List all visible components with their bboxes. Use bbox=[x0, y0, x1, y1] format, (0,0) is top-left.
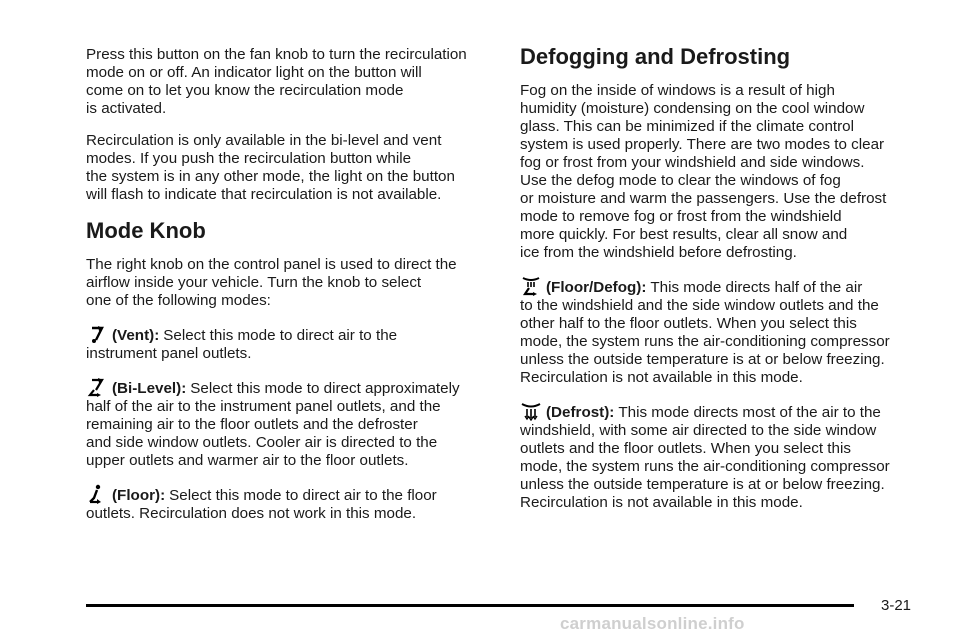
floor-defog-mode-paragraph bbox=[520, 276, 920, 387]
floor-icon bbox=[86, 484, 108, 504]
floor-mode-text: Select this mode to direct air to the floor outlets. Recirculation does not work in this mode. bbox=[86, 487, 437, 522]
floor-defog-mode-term: (Floor/Defog): bbox=[546, 279, 647, 296]
defogging-intro: Fog on the inside of windows is a result of high humidity (moisture) condensing on the cool window glass. This can be minimized if the climate control system is used properly. There are two modes to clear fog or frost from your windshield and side windows. Use the defog mode to clear the windows of fog or moisture and warm the passengers. Use the defrost mode to remove fog or frost from the windshield more quickly. For best results, clear all snow and ice from the windshield before defrosting. bbox=[520, 82, 887, 261]
page-number: 3-21 bbox=[881, 597, 912, 614]
mode-knob-heading: Mode Knob bbox=[86, 218, 206, 243]
mode-knob-intro: The right knob on the control panel is used to direct the airflow inside your vehicle. Turn the knob to select one of the following modes: bbox=[86, 256, 457, 309]
defrost-mode-text: This mode directs most of the air to the windshield, with some air directed to the side window outlets and the floor outlets. When you select this mode, the system runs the air-conditioning compressor unless the outside temperature is at or below freezing. Recirculation is not available in this mode. bbox=[520, 404, 890, 511]
floor-mode-paragraph bbox=[86, 484, 496, 523]
defrost-icon bbox=[520, 401, 542, 421]
defrost-mode-term: (Defrost): bbox=[546, 404, 615, 421]
watermark: carmanualsonline.info bbox=[560, 614, 745, 633]
defogging-heading: Defogging and Defrosting bbox=[520, 44, 791, 69]
vent-mode-paragraph bbox=[86, 324, 496, 363]
bi-level-icon bbox=[86, 377, 108, 397]
footer-rule bbox=[86, 604, 854, 607]
right-column bbox=[520, 44, 920, 526]
recirculation-paragraph-2: Recirculation is only available in the bi-level and vent modes. If you push the recirculation button while the system is in any other mode, the light on the button will flash to indicate that recirculation is not available. bbox=[86, 132, 455, 203]
vent-icon bbox=[86, 324, 108, 344]
floor-defog-icon bbox=[520, 276, 542, 296]
bi-level-mode-text: Select this mode to direct approximately half of the air to the instrument panel outlets, and the remaining air to the floor outlets and the defroster and side window outlets. Cooler air is directed to the upper outlets and warmer air to the floor outlets. bbox=[86, 380, 460, 469]
vent-mode-text: Select this mode to direct air to the instrument panel outlets. bbox=[86, 327, 398, 362]
recirculation-paragraph-1: Press this button on the fan knob to turn the recirculation mode on or off. An indicator light on the button will come on to let you know the recirculation mode is activated. bbox=[86, 46, 467, 117]
left-column bbox=[86, 46, 496, 537]
floor-mode-term: (Floor): bbox=[112, 487, 166, 504]
vent-mode-term: (Vent): bbox=[112, 327, 160, 344]
floor-defog-mode-text: This mode directs half of the air to the windshield and the side window outlets and the other half to the floor outlets. When you select this mode, the system runs the air-conditioning compressor unless the outside temperature is at or below freezing. Recirculation is not available in this mode. bbox=[520, 279, 890, 386]
bi-level-mode-term: (Bi-Level): bbox=[112, 380, 187, 397]
bi-level-mode-paragraph bbox=[86, 377, 496, 470]
defrost-mode-paragraph bbox=[520, 401, 920, 512]
